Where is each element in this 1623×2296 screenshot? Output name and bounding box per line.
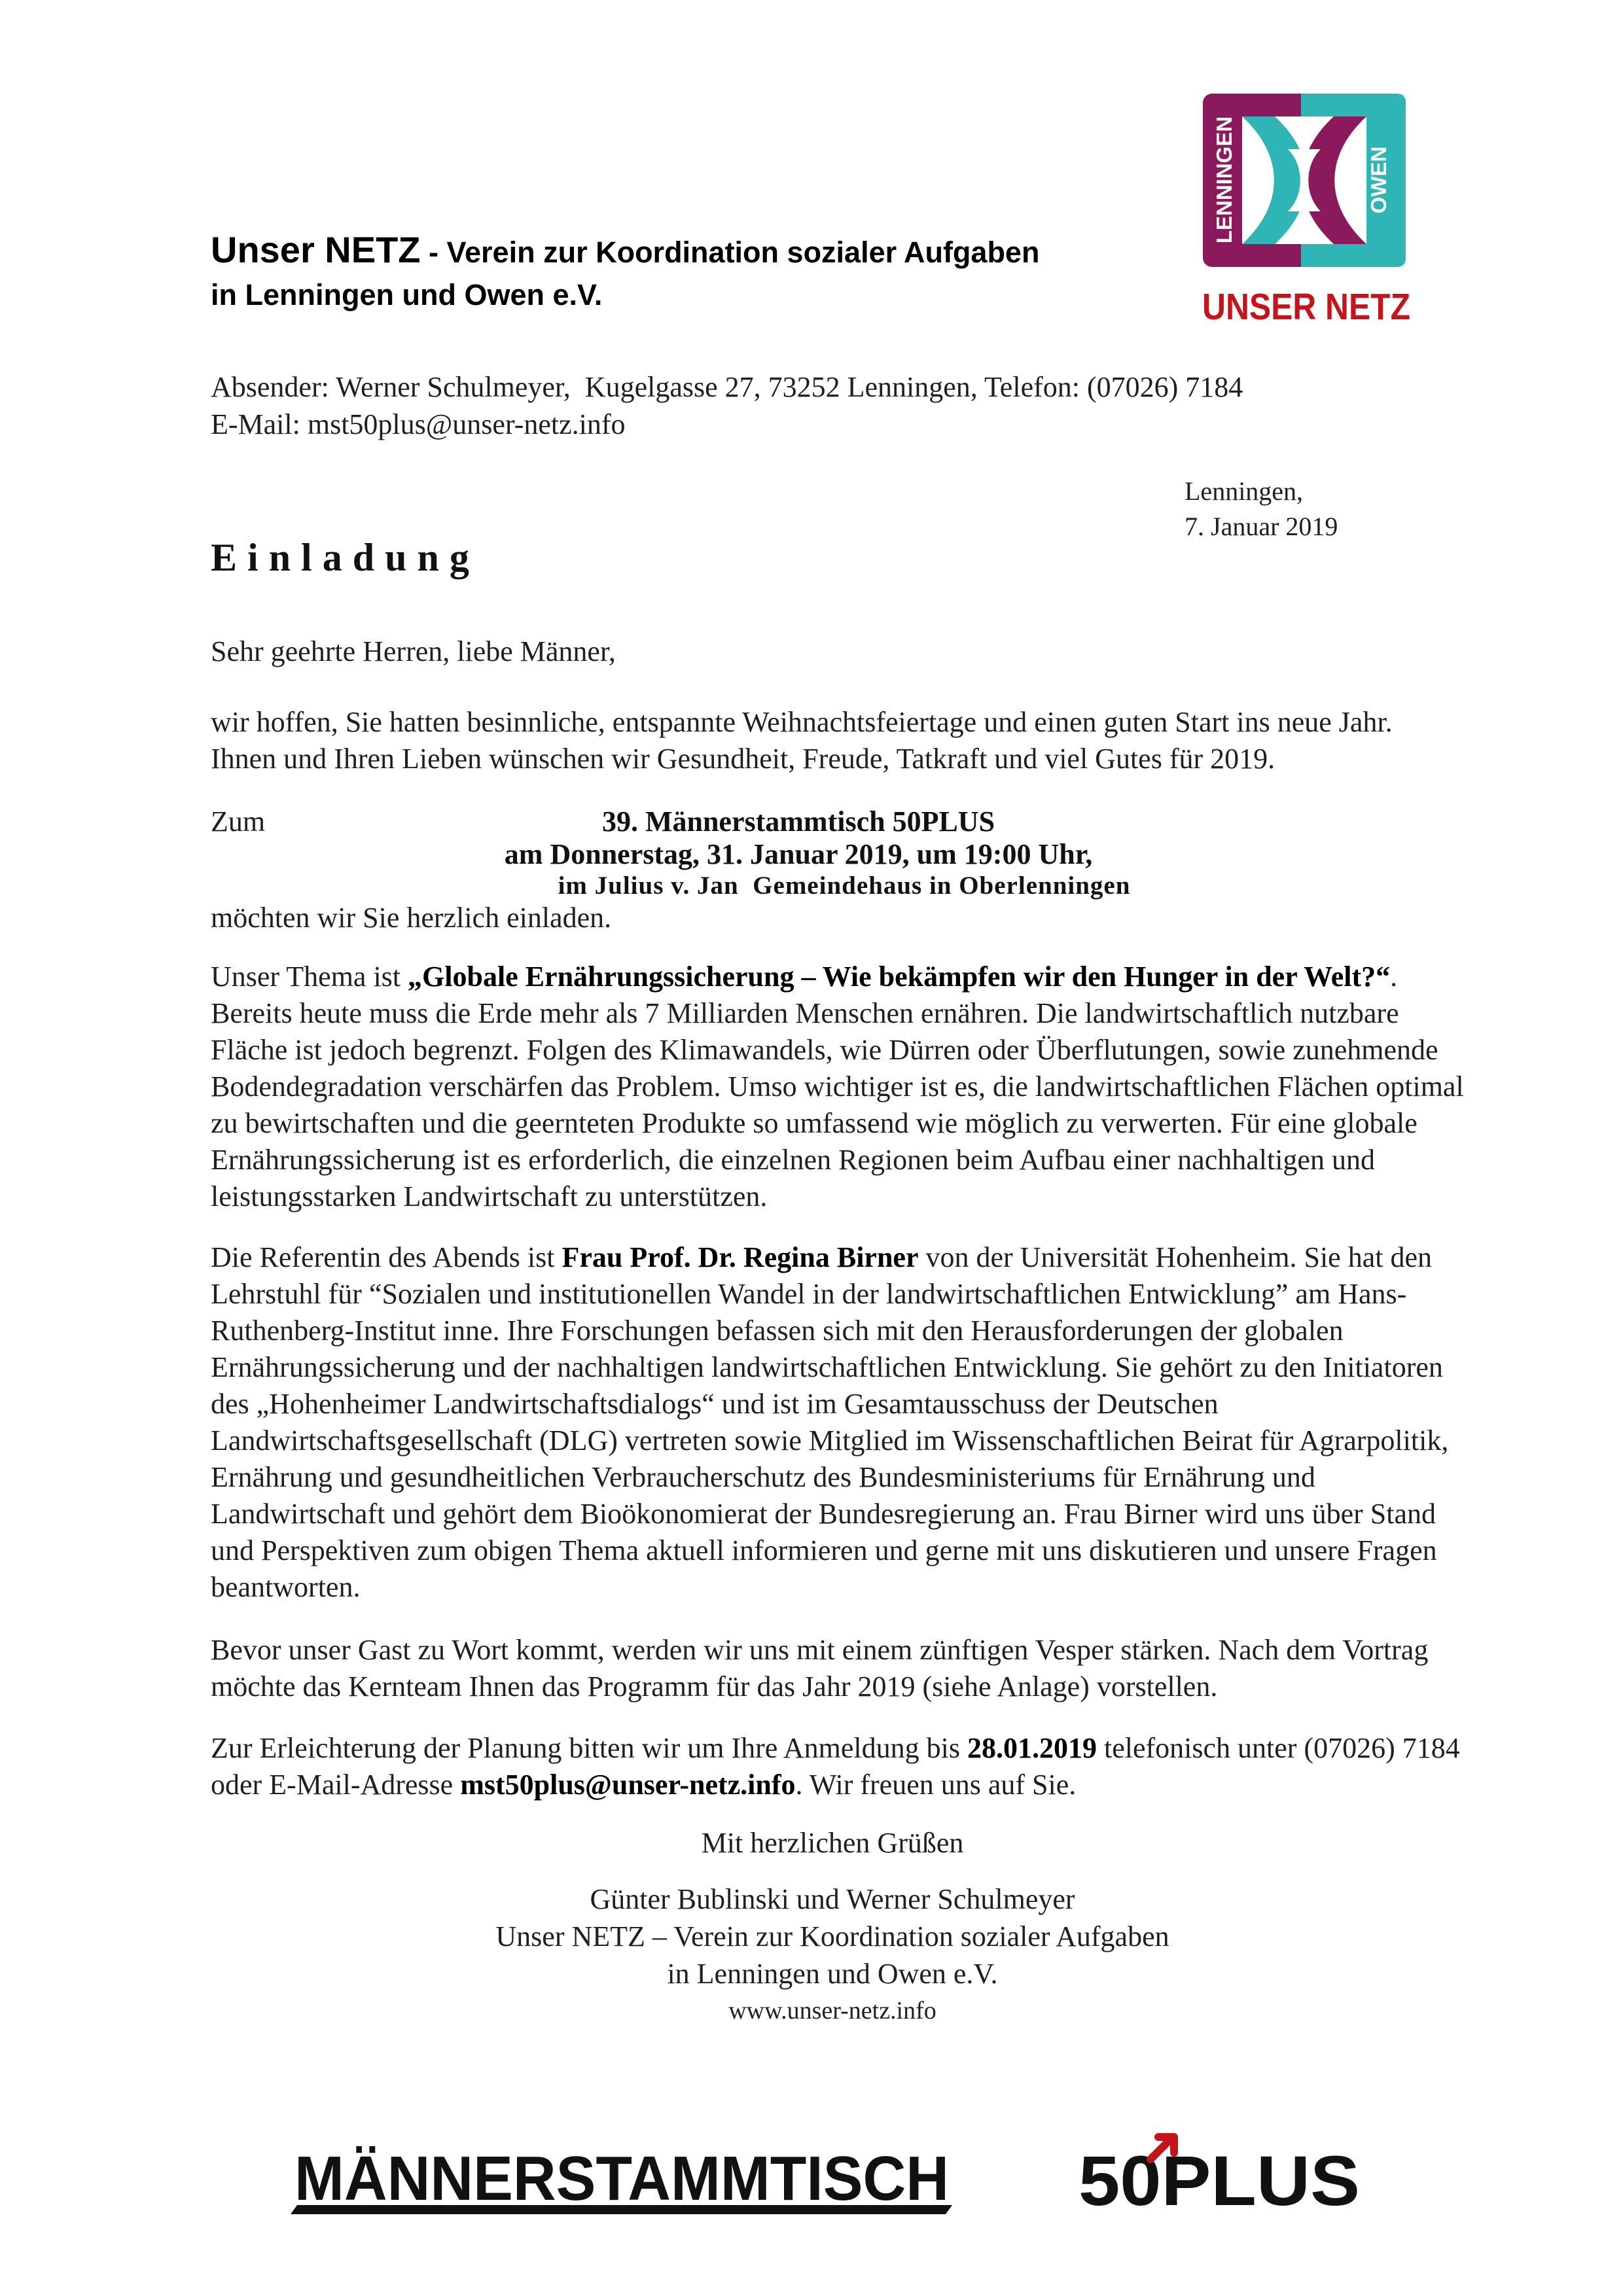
- sender-block: [211, 368, 1454, 443]
- vesper-paragraph: Bevor unser Gast zu Wort kommt, werden wir uns mit einem zünftigen Vesper stärken. Nach dem Vortrag möchte das Kernteam Ihnen das Programm für das Jahr 2019 (siehe Anlage) vorstellen.: [211, 1634, 1429, 1703]
- wordmark-right-text: PLUS: [1161, 2141, 1350, 2218]
- sender-line1: Absender: Werner Schulmeyer, Kugelgasse 27, 73252 Lenningen, Telefon: (07026) 7184: [211, 371, 1243, 403]
- registration-deadline: 28.01.2019: [967, 1732, 1097, 1764]
- maennerstammtisch-50plus-wordmark: [288, 2133, 1387, 2218]
- place-date: [1185, 474, 1433, 544]
- topic-title: „Globale Ernährungssicherung – Wie bekämpfen wir den Hunger in der Welt?“: [408, 961, 1391, 993]
- event-prefix: Zum: [211, 805, 266, 838]
- topic-body: . Bereits heute muss die Erde mehr als 7 Milliarden Menschen ernähren. Die landwirtschaftlich nutzbare Fläche ist jedoch begrenzt. Folgen des Klimawandels, wie Dürren oder Überflutungen, sowie zunehmende Bodendegradation verschärfen das Problem. Umso wichtiger ist es, die landwirtschaftlichen Flächen optimal zu bewirtschaften und die geernteten Produkte so umfassend wie möglich zu verwerten. Für eine globale Ernährungssicherung ist es erforderlich, die einzelnen Regionen beim Aufbau einer nachhaltigen und leistungsstarken Landwirtschaft zu unterstützen.: [211, 961, 1464, 1212]
- event-invite: möchten wir Sie herzlich einladen.: [211, 902, 612, 934]
- registration-lead: Zur Erleichterung der Planung bitten wir um Ihre Anmeldung bis: [211, 1732, 967, 1764]
- closing-website-link[interactable]: www.unser-netz.info: [728, 1997, 936, 2024]
- wordmark-right-number: 50: [1079, 2141, 1158, 2218]
- closing-signature: [211, 1881, 1454, 2030]
- registration-email[interactable]: mst50plus@unser-netz.info: [460, 1769, 796, 1801]
- org-name-rest: - Verein zur Koordination sozialer Aufgaben: [420, 236, 1040, 269]
- date: 7. Januar 2019: [1185, 512, 1338, 541]
- sender-email: E-Mail: mst50plus@unser-netz.info: [211, 408, 626, 440]
- registration-mid: telefonisch unter (07026) 7184 oder E-Mail-Adresse: [211, 1732, 1460, 1801]
- closing-regards: Mit herzlichen Grüßen: [701, 1827, 964, 1859]
- logo-bottom-text: UNSER NETZ: [1202, 286, 1410, 328]
- closing-org-line2: in Lenningen und Owen e.V.: [667, 1958, 998, 1990]
- unser-netz-logo: [1196, 90, 1420, 339]
- event-line-1: 39. Männerstammtisch 50PLUS: [601, 805, 995, 838]
- greeting: Sehr geehrte Herren, liebe Männer,: [211, 635, 616, 667]
- closing-signers: Günter Bublinski und Werner Schulmeyer: [590, 1883, 1075, 1915]
- letter-title: Einladung: [211, 536, 480, 579]
- speaker-name: Frau Prof. Dr. Regina Birner: [562, 1241, 919, 1273]
- logo-right-text: OWEN: [1366, 146, 1391, 214]
- place: Lenningen,: [1185, 476, 1304, 506]
- org-heading-line2: in Lenningen und Owen e.V.: [211, 278, 603, 311]
- organization-heading: [211, 228, 1192, 315]
- topic-lead: Unser Thema ist: [211, 961, 408, 993]
- event-line-3: im Julius v. Jan Gemeindehaus in Oberlenningen: [558, 872, 1131, 900]
- event-line-2: am Donnerstag, 31. Januar 2019, um 19:00 Uhr,: [504, 838, 1093, 870]
- org-name-strong: Unser NETZ: [211, 229, 421, 270]
- logo-left-text: LENNINGEN: [1212, 116, 1236, 244]
- topic-paragraph: [211, 959, 1464, 1215]
- registration-tail: . Wir freuen uns auf Sie.: [795, 1769, 1077, 1801]
- wordmark-left: MÄNNERSTAMMTISCH: [294, 2144, 949, 2214]
- intro-paragraph: wir hoffen, Sie hatten besinnliche, entspannte Weihnachtsfeiertage und einen guten Start ins neue Jahr. Ihnen und Ihren Lieben wünschen wir Gesundheit, Freude, Tatkraft und viel Gutes für 2019.: [211, 706, 1393, 775]
- registration-paragraph: [211, 1730, 1464, 1803]
- closing-org-line1: Unser NETZ – Verein zur Koordination sozialer Aufgaben: [495, 1920, 1169, 1952]
- speaker-lead: Die Referentin des Abends ist: [211, 1241, 562, 1273]
- speaker-body: von der Universität Hohenheim. Sie hat den Lehrstuhl für “Sozialen und institutionellen Wandel in der landwirtschaftlichen Entwicklung” am Hans-Ruthenberg-Institut inne. Ihre Forschungen befassen sich mit den Herausforderungen der globalen Ernährungssicherung und der nachhaltigen landwirtschaftlichen Entwicklung. Sie gehört zu den Initiatoren des „Hohenheimer Landwirtschaftsdialogs“ und ist im Gesamtausschuss der Deutschen Landwirtschaftsgesellschaft (DLG) vertreten sowie Mitglied im Wissenschaftlichen Beirat für Agrarpolitik, Ernährung und gesundheitlichen Verbraucherschutz des Bundesministeriums für Ernährung und Landwirtschaft und gehört dem Bioökonomierat der Bundesregierung an. Frau Birner wird uns über Stand und Perspektiven zum obigen Thema aktuell informieren und gerne mit uns diskutieren und unsere Fragen beantworten.: [211, 1241, 1449, 1603]
- org-heading-line1: [211, 228, 1192, 275]
- wordmark-right: [1079, 2141, 1360, 2218]
- speaker-paragraph: [211, 1239, 1464, 1606]
